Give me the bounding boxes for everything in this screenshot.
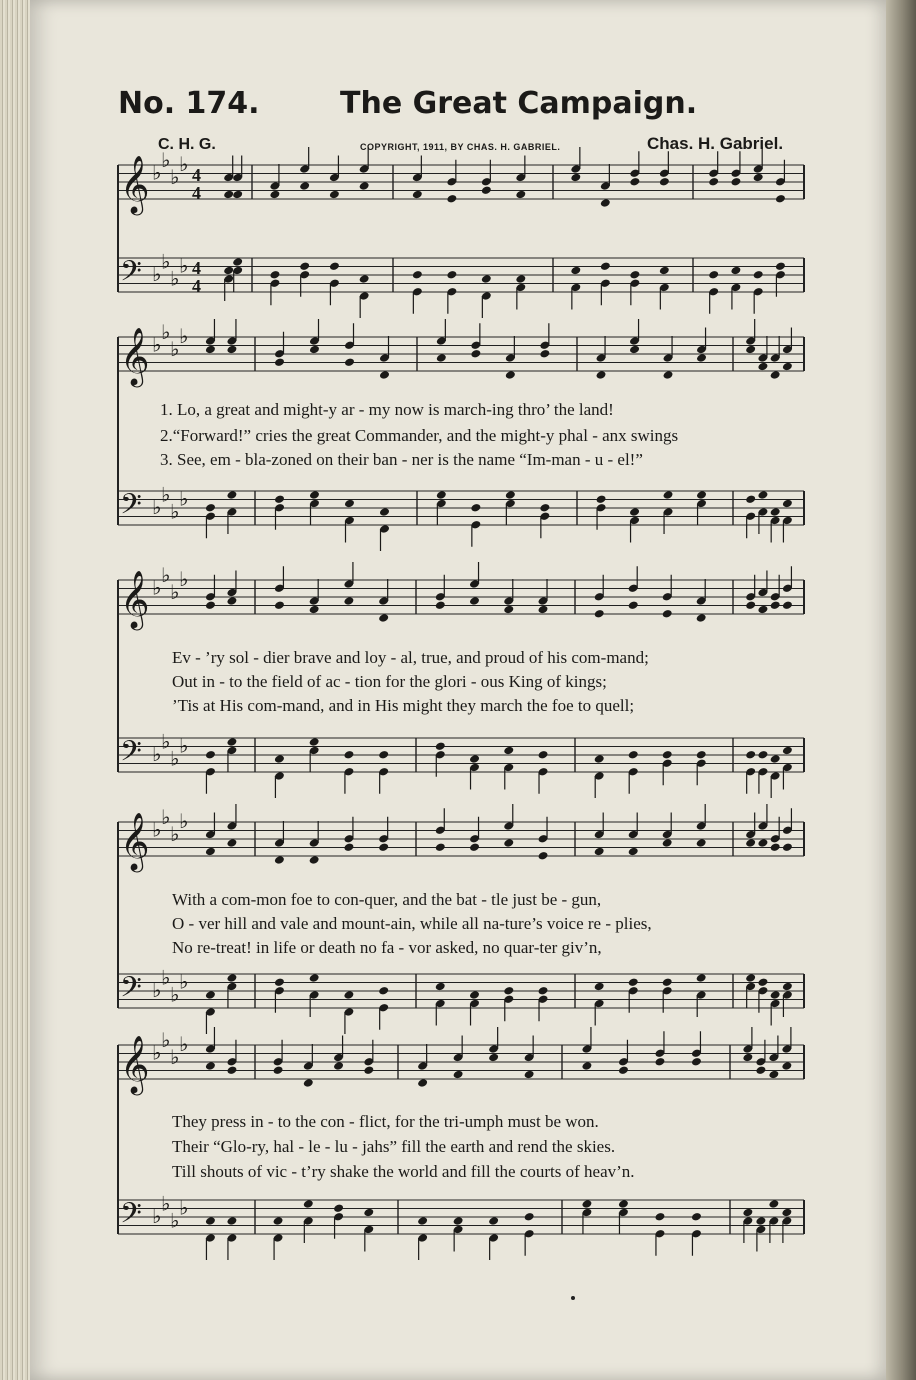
flat-icon: ♭ [179,324,189,348]
note-head [745,973,756,983]
flat-icon: ♭ [179,567,189,591]
note-head [435,600,446,610]
flat-icon: ♭ [170,1044,180,1069]
note-head [730,177,741,187]
note-head [226,1216,237,1226]
note-head [481,274,492,284]
lyric-line: 1. Lo, a great and might-y ar - my now is march-ing thro’ the land! [160,400,614,419]
note-head [662,750,673,760]
note-head [629,345,640,355]
note-head [333,1061,344,1071]
note-head [628,847,639,857]
note-head [696,750,707,760]
lyricist-initials: C. H. G. [158,136,216,153]
flat-icon: ♭ [161,965,171,990]
note-head [435,842,446,852]
note-head [436,353,447,363]
note-head [378,750,389,760]
note-head [453,1216,464,1226]
flat-icon: ♭ [170,336,180,361]
note-head [363,1065,374,1075]
note-head [600,198,611,208]
note-head [742,1053,753,1063]
flat-icon: ♭ [161,319,171,344]
flat-icon: ♭ [161,147,171,172]
note-head [503,746,514,756]
note-head [378,986,389,996]
bass-clef-icon: 𝄢 [120,971,142,1011]
flat-icon: ♭ [179,733,189,758]
note-head [628,600,639,610]
note-head [594,982,605,992]
note-head [269,190,280,200]
note-head [768,1070,779,1080]
note-head [274,494,285,504]
note-head [205,600,216,610]
note-head [745,345,756,355]
note-head [538,851,549,861]
note-head [344,357,355,367]
note-head [453,1070,464,1080]
note-head [768,1199,779,1209]
note-head [628,750,639,760]
note-head [469,754,480,764]
note-head [274,977,285,987]
note-head [782,746,793,756]
note-head [469,842,480,852]
note-head [363,1208,374,1218]
note-head [205,345,216,355]
note-head [662,977,673,987]
note-head [205,990,216,1000]
note-head [770,600,781,610]
lyric-line: Till shouts of vic - t’ry shake the world and fill the courts of heav’n. [172,1162,635,1181]
flat-icon: ♭ [152,978,162,1002]
note-head [538,986,549,996]
note-head [269,270,280,280]
note-head [446,270,457,280]
flat-icon: ♭ [170,982,180,1007]
note-head [446,194,457,204]
note-head [730,266,741,276]
note-head [417,1216,428,1226]
note-head [481,185,492,195]
flat-icon: ♭ [179,486,189,511]
note-head [629,270,640,280]
note-head [515,190,526,200]
note-head [435,741,446,751]
note-head [770,507,781,517]
note-head [539,349,550,359]
flat-icon: ♭ [152,262,162,286]
note-head [309,345,320,355]
note-head [299,261,310,271]
flat-icon: ♭ [161,1191,171,1216]
note-head [770,990,781,1000]
note-head [538,750,549,760]
note-head [524,1070,535,1080]
note-head [309,490,320,500]
note-head [329,261,340,271]
note-head [379,507,390,517]
note-head [470,503,481,513]
note-head [594,754,605,764]
note-head [205,503,216,513]
note-head [782,842,793,852]
note-head [359,181,370,191]
note-head [503,986,514,996]
note-head [781,1208,792,1218]
note-head [505,370,516,380]
flat-icon: ♭ [161,729,171,754]
flat-icon: ♭ [152,742,162,766]
note-head [691,1212,702,1222]
note-head [299,181,310,191]
note-head [708,270,719,280]
note-head [696,490,707,500]
note-head [770,754,781,764]
flat-icon: ♭ [152,332,162,357]
note-head [594,847,605,857]
note-head [538,605,549,615]
treble-clef-icon: 𝄞 [120,570,150,628]
lyric-line: Their “Glo-ry, hal - le - lu - jahs” fill the earth and rend the skies. [172,1137,616,1156]
note-head [663,370,674,380]
note-head [470,349,481,359]
flat-icon: ♭ [161,249,171,274]
note-head [412,270,423,280]
flat-icon: ♭ [179,969,189,994]
note-head [745,838,756,848]
note-head [309,605,320,615]
note-head [232,190,243,200]
lyric-line: Ev - ’ry sol - dier brave and loy - al, true, and proud of his com-mand; [172,648,649,667]
page-mark [571,1296,575,1300]
hymn-number: No. 174. [118,86,260,121]
note-head [223,190,234,200]
note-head [742,1208,753,1218]
note-head [770,842,781,852]
note-head [570,173,581,183]
note-head [757,362,768,372]
note-head [596,370,607,380]
lyric-line: With a com-mon foe to con-quer, and the bat - tle just be - gun, [172,890,602,909]
note-head [755,1065,766,1075]
flat-icon: ♭ [161,804,171,829]
note-head [662,838,673,848]
note-head [745,494,756,504]
flat-icon: ♭ [161,1027,171,1052]
note-head [343,750,354,760]
note-head [618,1199,629,1209]
note-head [659,177,670,187]
bass-clef-icon: 𝄢 [120,735,142,775]
note-head [226,596,237,606]
note-head [782,982,793,992]
flat-icon: ♭ [179,253,189,278]
flat-icon: ♭ [161,562,171,587]
note-head [505,490,516,500]
time-signature-top: 4 [192,165,201,185]
note-head [782,499,793,509]
note-head [770,370,781,380]
note-head [696,353,707,363]
note-head [303,1199,314,1209]
flat-icon: ♭ [170,821,180,846]
note-head [696,838,707,848]
note-head [343,842,354,852]
hymn-title: The Great Campaign. [340,86,698,121]
note-head [662,609,673,619]
note-head [757,605,768,615]
note-head [333,1203,344,1213]
flat-icon: ♭ [152,1040,162,1065]
note-head [628,977,639,987]
note-head [469,596,480,606]
lyric-line: 3. See, em - bla-zoned on their ban - ner is the name “Im-man - u - el!” [160,450,643,469]
note-head [226,490,237,500]
note-head [436,490,447,500]
time-signature-bottom: 4 [192,183,201,203]
note-head [412,190,423,200]
note-head [782,362,793,372]
note-head [757,977,768,987]
note-head [273,1065,284,1075]
note-head [359,274,370,284]
note-head [488,1053,499,1063]
bass-clef-icon: 𝄢 [120,1197,142,1237]
note-head [205,847,216,857]
note-head [654,1212,665,1222]
note-head [594,609,605,619]
flat-icon: ♭ [170,164,180,189]
treble-clef-icon: 𝄞 [120,327,150,385]
note-head [757,490,768,500]
note-head [753,270,764,280]
flat-icon: ♭ [170,746,180,771]
time-signature-bottom: 4 [192,276,201,296]
time-signature-top: 4 [192,258,201,278]
lyric-line: O - ver hill and vale and mount-ain, while all na-ture’s voice re - plies, [172,914,652,933]
note-head [226,973,237,983]
note-head [654,1057,665,1067]
note-head [753,173,764,183]
note-head [435,982,446,992]
note-head [781,1061,792,1071]
note-head [274,600,285,610]
note-head [343,990,354,1000]
note-head [273,1216,284,1226]
copyright-notice: COPYRIGHT, 1911, BY CHAS. H. GABRIEL. [360,142,561,152]
note-head [539,503,550,513]
note-head [417,1078,428,1088]
note-head [782,600,793,610]
bass-clef-icon: 𝄢 [120,255,142,295]
note-head [691,1057,702,1067]
note-head [696,973,707,983]
treble-clef-icon: 𝄞 [120,155,150,213]
note-head [205,750,216,760]
flat-icon: ♭ [161,482,171,507]
lyric-line: No re-treat! in life or death no fa - vor asked, no quar-ter giv’n, [172,938,602,957]
note-head [378,842,389,852]
note-head [309,737,320,747]
lyric-line: They press in - to the con - flict, for the tri-umph must be won. [172,1112,599,1131]
note-head [629,177,640,187]
note-head [581,1199,592,1209]
lyric-line: 2.“Forward!” cries the great Commander, and the might-y phal - anx swings [160,426,679,445]
note-head [378,613,389,623]
flat-icon: ♭ [170,499,180,524]
note-head [223,266,234,276]
note-head [755,1216,766,1226]
note-head [757,750,768,760]
note-head [226,1065,237,1075]
note-head [663,490,674,500]
flat-icon: ♭ [152,817,162,842]
note-head [274,855,285,865]
note-head [309,973,320,983]
note-head [503,838,514,848]
note-head [696,613,707,623]
flat-icon: ♭ [152,1204,162,1228]
note-head [745,750,756,760]
note-head [570,266,581,276]
flat-icon: ♭ [170,266,180,291]
lyric-line: ’Tis at His com-mand, and in His might they march the foe to quell; [172,696,635,715]
note-head [488,1216,499,1226]
note-head [205,1216,216,1226]
note-head [618,1065,629,1075]
note-head [596,494,607,504]
note-head [524,1212,535,1222]
flat-icon: ♭ [179,152,189,176]
flat-icon: ♭ [170,1208,180,1233]
flat-icon: ♭ [179,1195,189,1220]
flat-icon: ♭ [152,495,162,519]
note-head [309,855,320,865]
flat-icon: ♭ [179,1032,189,1056]
flat-icon: ♭ [152,575,162,600]
lyric-line: Out in - to the field of ac - tion for the glori - ous King of kings; [172,672,607,691]
note-head [226,345,237,355]
note-head [600,261,611,271]
note-head [745,600,756,610]
note-head [708,177,719,187]
note-head [344,499,355,509]
note-head [775,261,786,271]
note-head [329,190,340,200]
note-head [629,507,640,517]
note-head [274,357,285,367]
note-head [205,1061,216,1071]
note-head [274,754,285,764]
note-head [303,1078,314,1088]
note-head [503,605,514,615]
treble-clef-icon: 𝄞 [120,812,150,870]
flat-icon: ♭ [170,579,180,604]
flat-icon: ♭ [179,809,189,833]
note-head [226,737,237,747]
note-head [343,596,354,606]
note-head [659,266,670,276]
flat-icon: ♭ [152,160,162,185]
composer-credit: Chas. H. Gabriel. [647,134,784,153]
note-head [469,990,480,1000]
note-head [775,194,786,204]
bass-clef-icon: 𝄢 [120,488,142,528]
note-head [581,1061,592,1071]
note-head [757,838,768,848]
treble-clef-icon: 𝄞 [120,1035,150,1093]
note-head [232,257,243,267]
note-head [515,274,526,284]
note-head [226,838,237,848]
note-head [379,370,390,380]
